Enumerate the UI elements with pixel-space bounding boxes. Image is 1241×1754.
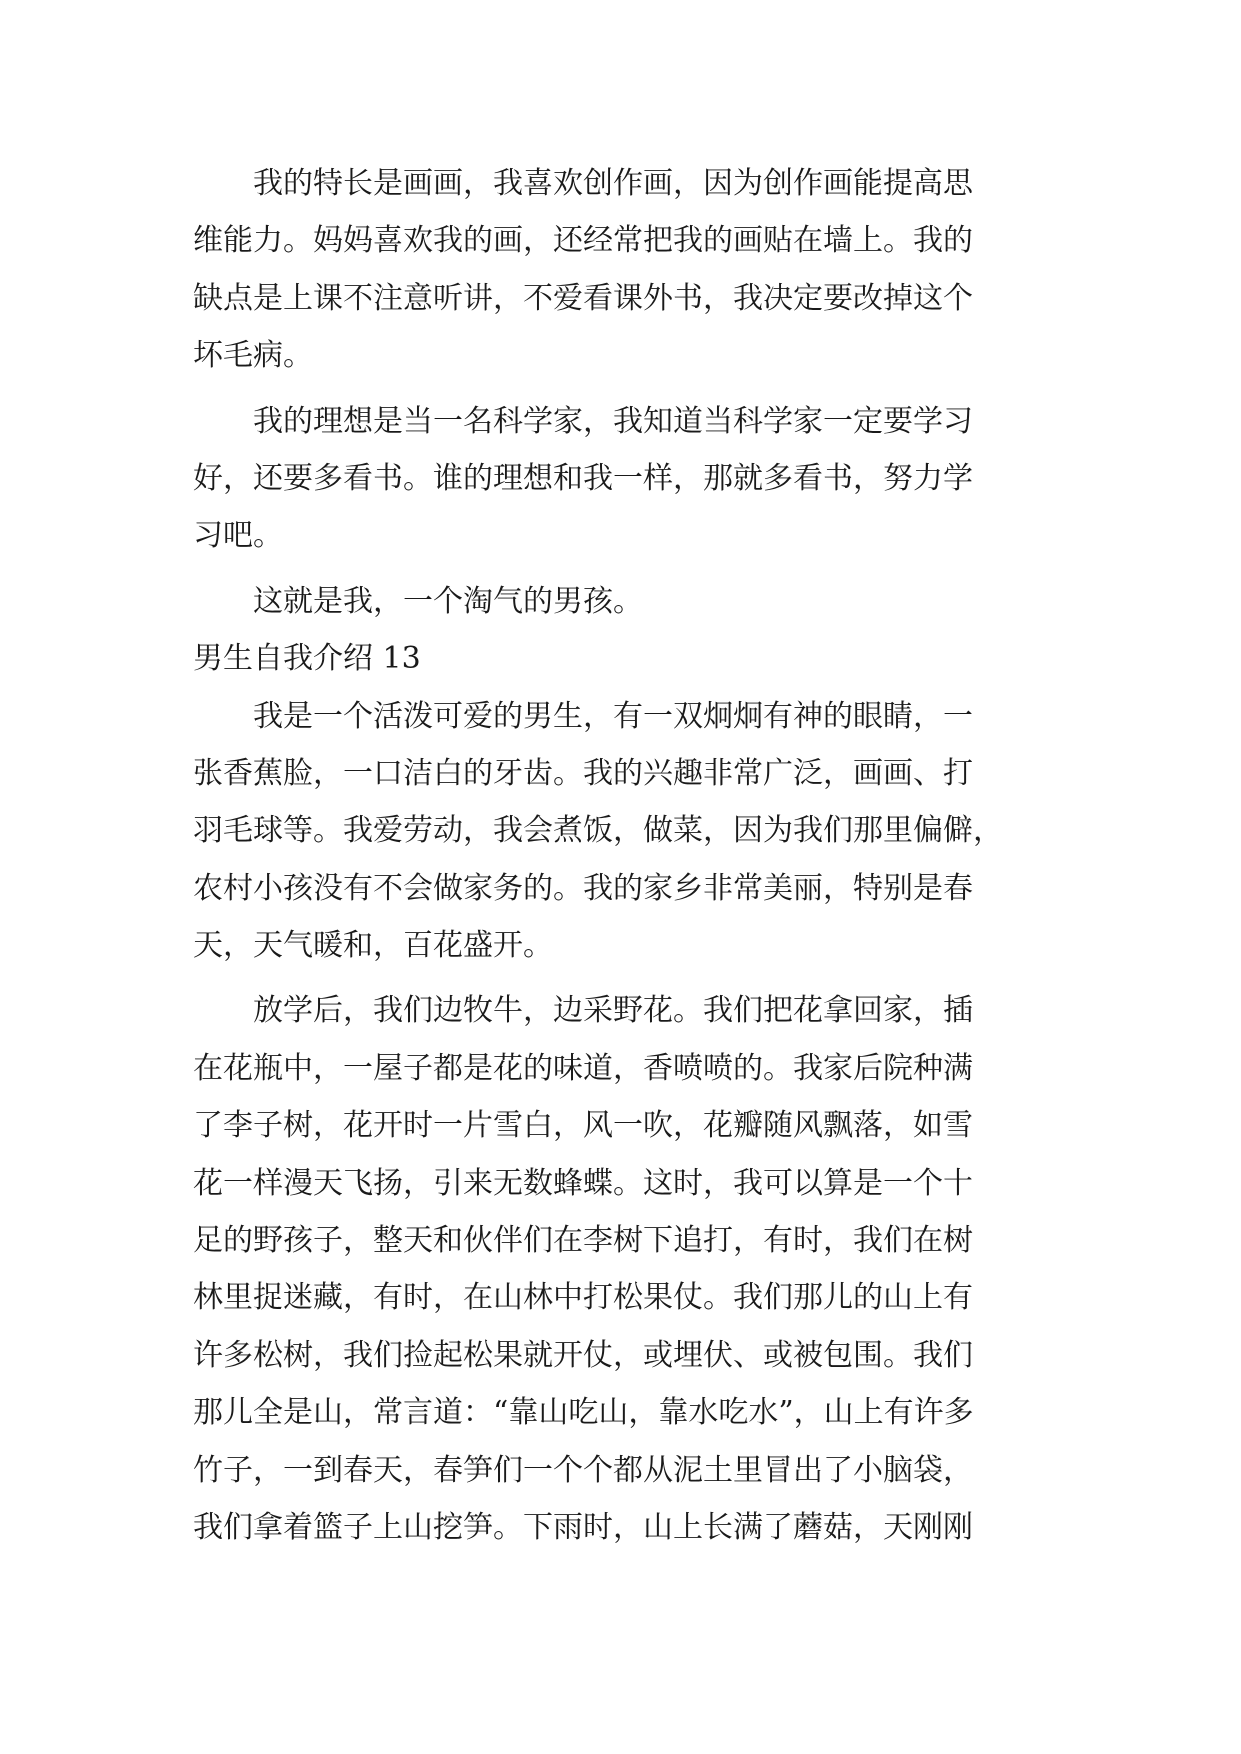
text-line: 张香蕉脸，一口洁白的牙齿。我的兴趣非常广泛，画画、打	[193, 755, 973, 791]
paragraph-spacer	[193, 565, 1063, 573]
text-line: 这就是我，一个淘气的男孩。	[193, 583, 643, 619]
text-line: 我的理想是当一名科学家，我知道当科学家一定要学习	[193, 403, 973, 439]
text-line: 我们拿着篮子上山挖笋。下雨时，山上长满了蘑菇，天刚刚	[193, 1509, 973, 1545]
text-line: 维能力。妈妈喜欢我的画，还经常把我的画贴在墙上。我的	[193, 223, 973, 259]
text-line: 好，还要多看书。谁的理想和我一样，那就多看书，努力学	[193, 460, 973, 496]
document-body	[193, 155, 1063, 1556]
paragraph-intro	[193, 688, 1063, 975]
text-line: 坏毛病。	[193, 338, 313, 374]
text-line: 林里捉迷藏，有时，在山林中打松果仗。我们那儿的山上有	[193, 1280, 973, 1316]
text-line: 放学后，我们边牧牛，边采野花。我们把花拿回家，插	[193, 993, 973, 1029]
text-line: 天，天气暖和，百花盛开。	[193, 928, 553, 964]
text-line: 习吧。	[193, 518, 283, 554]
text-line: 农村小孩没有不会做家务的。我的家乡非常美丽，特别是春	[193, 870, 973, 906]
paragraph-spacer	[193, 385, 1063, 393]
paragraph-ideal	[193, 393, 1063, 565]
paragraph-spacer	[193, 974, 1063, 982]
text-line: 缺点是上课不注意听讲，不爱看课外书，我决定要改掉这个	[193, 280, 973, 316]
text-line: 足的野孩子，整天和伙伴们在李树下追打，有时，我们在树	[193, 1223, 973, 1259]
text-line: 我的特长是画画，我喜欢创作画，因为创作画能提高思	[193, 166, 973, 201]
text-line: 许多松树，我们捡起松果就开仗，或埋伏、或被包围。我们	[193, 1337, 973, 1373]
text-line: 了李子树，花开时一片雪白，风一吹，花瓣随风飘落，如雪	[193, 1108, 973, 1144]
text-line: 花一样漫天飞扬，引来无数蜂蝶。这时，我可以算是一个十	[193, 1165, 973, 1201]
text-line: 我是一个活泼可爱的男生，有一双炯炯有神的眼睛，一	[193, 698, 973, 734]
paragraph-specialty	[193, 155, 1063, 385]
text-line: 羽毛球等。我爱劳动，我会煮饭，做菜，因为我们那里偏僻，	[193, 813, 1003, 849]
text-line: 在花瓶中，一屋子都是花的味道，香喷喷的。我家后院种满	[193, 1050, 973, 1086]
text-line: 竹子，一到春天，春笋们一个个都从泥土里冒出了小脑袋，	[193, 1452, 973, 1488]
text-line: 那儿全是山，常言道：“靠山吃山，靠水吃水”，山上有许多	[193, 1395, 974, 1431]
section-heading: 男生自我介绍 13	[193, 641, 421, 677]
paragraph-after-school	[193, 982, 1063, 1556]
paragraph-closing	[193, 573, 1063, 630]
